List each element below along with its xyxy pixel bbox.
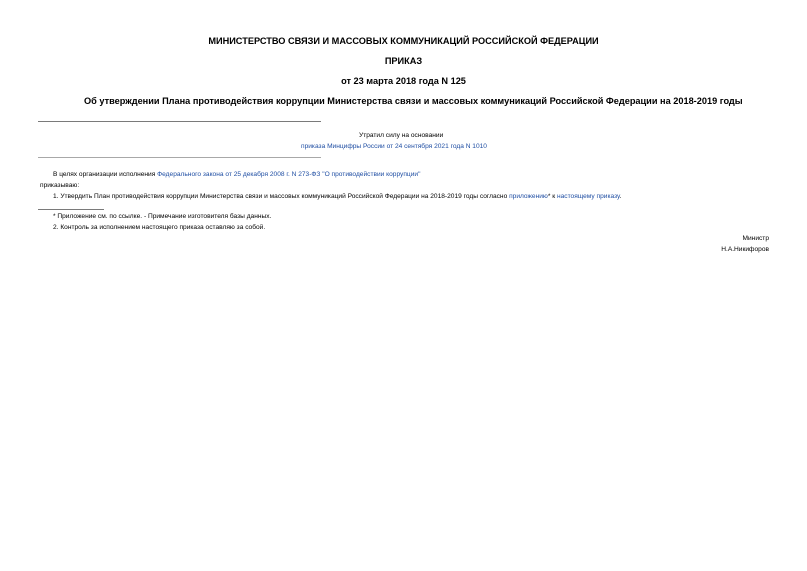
divider-status bbox=[38, 157, 321, 158]
item-2: 2. Контроль за исполнением настоящего приказа оставляю за собой. bbox=[53, 224, 266, 231]
footnote: * Приложение см. по ссылке. - Примечание изготовителя базы данных. bbox=[53, 213, 272, 220]
status-note: Утратил силу на основании bbox=[359, 132, 444, 139]
doc-subject: Об утверждении Плана противодействия коррупции Министерства связи и массовых коммуникаций Российской Федерации на 2018-2019 годы bbox=[84, 96, 743, 106]
intro-text: В целях организации исполнения bbox=[53, 171, 158, 178]
this-order-link[interactable]: настоящему приказу bbox=[557, 193, 620, 200]
item-1 bbox=[53, 193, 622, 200]
item-1-end: . bbox=[619, 193, 622, 200]
item-1-mid: * к bbox=[547, 193, 557, 200]
divider-top bbox=[38, 121, 321, 122]
appendix-link[interactable]: приложению bbox=[509, 193, 548, 200]
doc-type: ПРИКАЗ bbox=[384, 56, 423, 66]
doc-date-number: от 23 марта 2018 года N 125 bbox=[341, 76, 466, 86]
repeal-order-link[interactable]: приказа Минцифры России от 24 сентября 2021 года N 1010 bbox=[301, 143, 487, 150]
intro-paragraph bbox=[53, 171, 420, 178]
federal-law-link[interactable]: Федерального закона от 25 декабря 2008 г. N 273-ФЗ "О противодействии коррупции" bbox=[157, 171, 421, 178]
footnote-divider bbox=[38, 209, 104, 210]
ministry-title: МИНИСТЕРСТВО СВЯЗИ И МАССОВЫХ КОММУНИКАЦИЙ РОССИЙСКОЙ ФЕДЕРАЦИИ bbox=[208, 36, 599, 46]
item-1-text: 1. Утвердить План противодействия коррупции Министерства связи и массовых коммуникаций Российской Федерации на 2018-2019 годы согласно bbox=[53, 193, 510, 200]
signature-position: Министр bbox=[742, 235, 769, 242]
order-word: приказываю: bbox=[40, 182, 80, 189]
signature-name: Н.А.Никифоров bbox=[721, 246, 769, 253]
